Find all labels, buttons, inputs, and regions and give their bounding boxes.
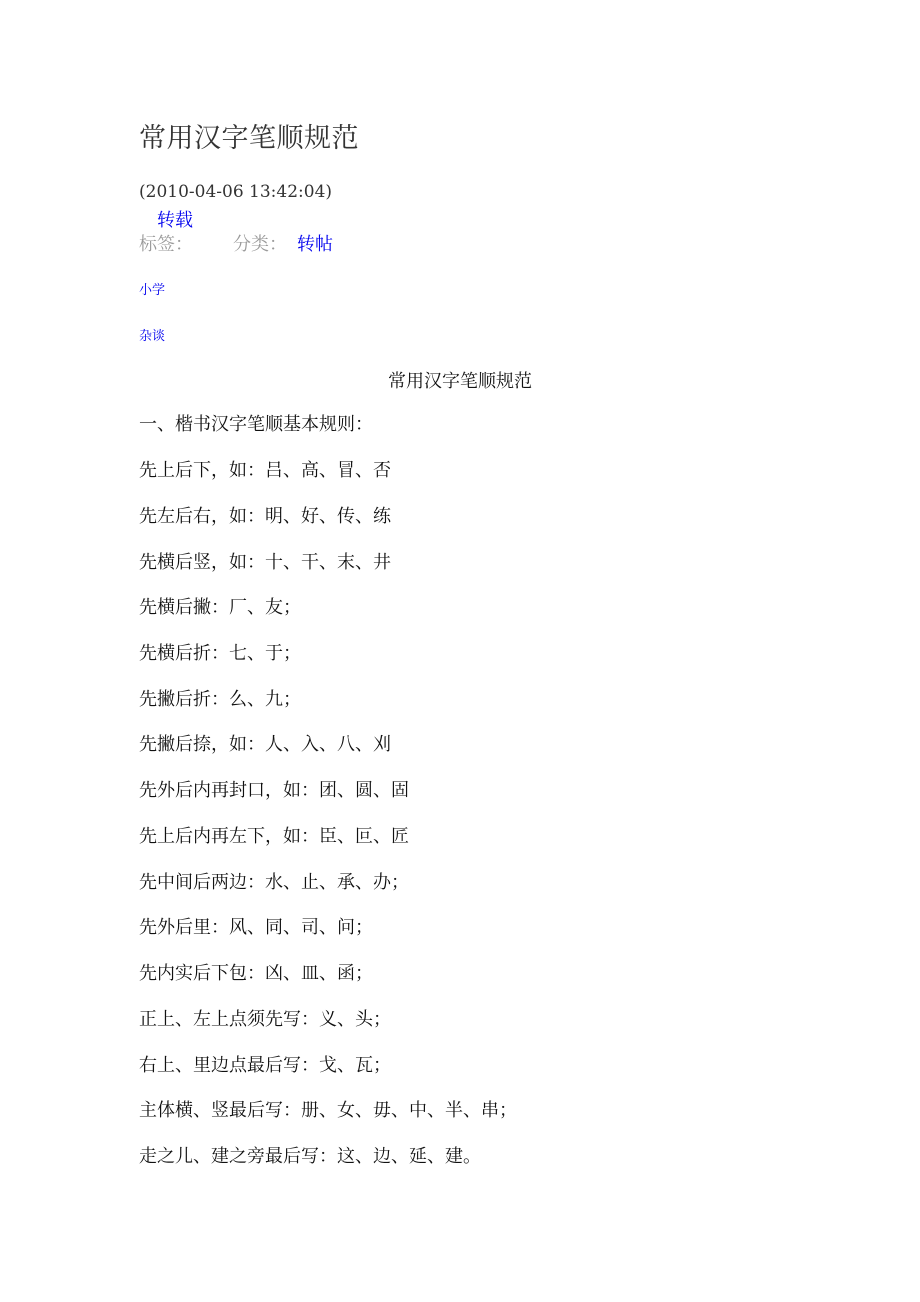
category-label: 分类： — [233, 234, 287, 255]
tag-link[interactable]: 杂谈 — [139, 329, 166, 344]
rule-line: 先中间后两边：水、止、承、办； — [139, 872, 409, 893]
category-link[interactable]: 转帖 — [297, 234, 333, 255]
rule-line: 先左后右，如：明、好、传、练 — [139, 506, 391, 527]
tags-label: 标签： — [139, 234, 193, 255]
rule-line: 右上、里边点最后写：戈、瓦； — [139, 1055, 391, 1076]
rule-line: 先撇后捺，如：人、入、八、刈 — [139, 734, 391, 755]
tag-link[interactable]: 小学 — [139, 283, 166, 298]
rule-line: 先上后下，如：吕、高、冒、否 — [139, 460, 391, 481]
rule-line: 先外后内再封口，如：团、圆、固 — [139, 780, 409, 801]
content-heading: 常用汉字笔顺规范 — [388, 371, 532, 392]
rule-line: 先撇后折：么、九； — [139, 689, 301, 710]
post-date: (2010-04-06 13:42:04) — [139, 182, 333, 202]
rule-line: 主体横、竖最后写：册、女、毋、中、半、串； — [139, 1100, 517, 1121]
meta-row — [139, 230, 333, 256]
article-title: 常用汉字笔顺规范 — [139, 123, 359, 154]
rule-line: 先横后撇：厂、友； — [139, 597, 301, 618]
rule-line: 走之儿、建之旁最后写：这、边、延、建。 — [139, 1146, 481, 1167]
rule-line: 先内实后下包：凶、皿、函； — [139, 963, 373, 984]
rule-line: 先横后折：七、于； — [139, 643, 301, 664]
rule-line: 先横后竖，如：十、干、末、井 — [139, 552, 391, 573]
rule-line: 先上后内再左下，如：臣、叵、匠 — [139, 826, 409, 847]
section-title: 一、楷书汉字笔顺基本规则： — [139, 414, 373, 435]
rule-line: 正上、左上点须先写：义、头； — [139, 1009, 391, 1030]
source-link[interactable]: 转载 — [157, 210, 193, 231]
rule-line: 先外后里：风、同、司、问； — [139, 917, 373, 938]
